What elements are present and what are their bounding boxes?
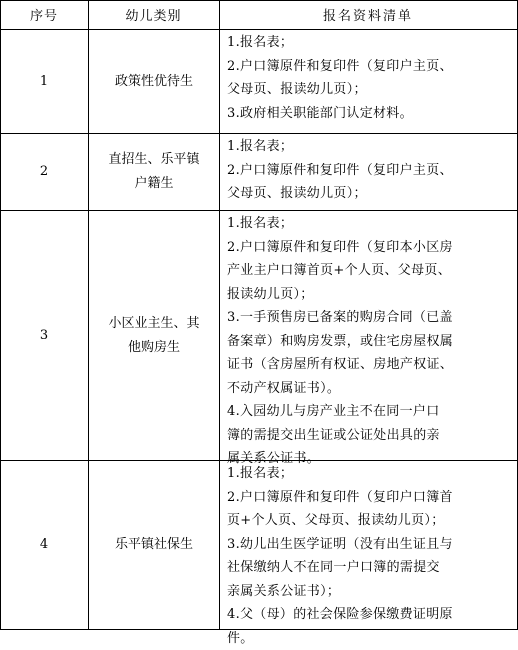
list-item-continued: 证书（含房屋所有权证、房地产权证、 (227, 353, 514, 377)
list-item: 3.一手预售房已备案的购房合同（已盖 (227, 306, 514, 330)
list-item-continued: 亲属关系公证书）； (227, 580, 514, 604)
list-item-continued: 父母页、报读幼儿页）； (227, 78, 514, 102)
list-item: 4.入园幼儿与房产业主不在同一户口 (227, 400, 514, 424)
list-item-continued: 属关系公证书。 (227, 447, 514, 471)
list-item-continued: 件。 (227, 627, 514, 650)
materials-list (220, 211, 518, 460)
list-item: 2.户口簿原件和复印件（复印本小区房 (227, 236, 514, 260)
list-item-continued: 页+个人页、父母页、报读幼儿页）； (227, 509, 514, 533)
header-category: 幼儿类别 (88, 0, 219, 29)
category-line: 小区业主生、其 (108, 312, 199, 336)
list-item-continued: 产业主户口簿首页+个人页、父母页、 (227, 259, 514, 283)
header-materials: 报名资料清单 (219, 0, 517, 29)
list-item: 1.报名表； (227, 31, 514, 55)
index-text: 3 (40, 324, 48, 348)
materials-list (220, 30, 518, 133)
category-line: 户籍生 (108, 172, 199, 196)
row-category (89, 211, 219, 460)
header-index: 序号 (0, 0, 88, 29)
list-item: 1.报名表； (227, 135, 514, 159)
list-item: 2.户口簿原件和复印件（复印户主页、 (227, 55, 514, 79)
materials-list (220, 134, 518, 210)
category-line: 政策性优待生 (115, 70, 193, 94)
row-index (0, 134, 88, 210)
list-item: 3.政府相关职能部门认定材料。 (227, 102, 514, 126)
list-item: 4.父（母）的社会保险参保缴费证明原 (227, 603, 514, 627)
index-text: 2 (40, 160, 48, 184)
list-item-continued: 报读幼儿页）； (227, 283, 514, 307)
row-index (0, 461, 88, 629)
index-text: 1 (40, 70, 48, 94)
row-index (0, 211, 88, 460)
list-item-continued: 不动产权属证书）。 (227, 377, 514, 401)
list-item: 1.报名表； (227, 462, 514, 486)
list-item-continued: 父母页、报读幼儿页）； (227, 182, 514, 206)
category-line: 直招生、乐平镇 (108, 148, 199, 172)
list-item: 3.幼儿出生医学证明（没有出生证且与 (227, 533, 514, 557)
list-item-continued: 社保缴纳人不在同一户口簿的需提交 (227, 556, 514, 580)
list-item: 2.户口簿原件和复印件（复印户口簿首 (227, 486, 514, 510)
category-line: 他购房生 (108, 336, 199, 360)
list-item: 2.户口簿原件和复印件（复印户主页、 (227, 159, 514, 183)
list-item: 1.报名表； (227, 212, 514, 236)
index-text: 4 (40, 533, 48, 557)
row-category (89, 30, 219, 133)
row-category (89, 134, 219, 210)
list-item-continued: 备案章）和购房发票，或住宅房屋权属 (227, 330, 514, 354)
category-line: 乐平镇社保生 (115, 533, 193, 557)
row-index (0, 30, 88, 133)
list-item-continued: 簿的需提交出生证或公证处出具的亲 (227, 424, 514, 448)
row-category (89, 461, 219, 629)
materials-list (220, 461, 518, 629)
